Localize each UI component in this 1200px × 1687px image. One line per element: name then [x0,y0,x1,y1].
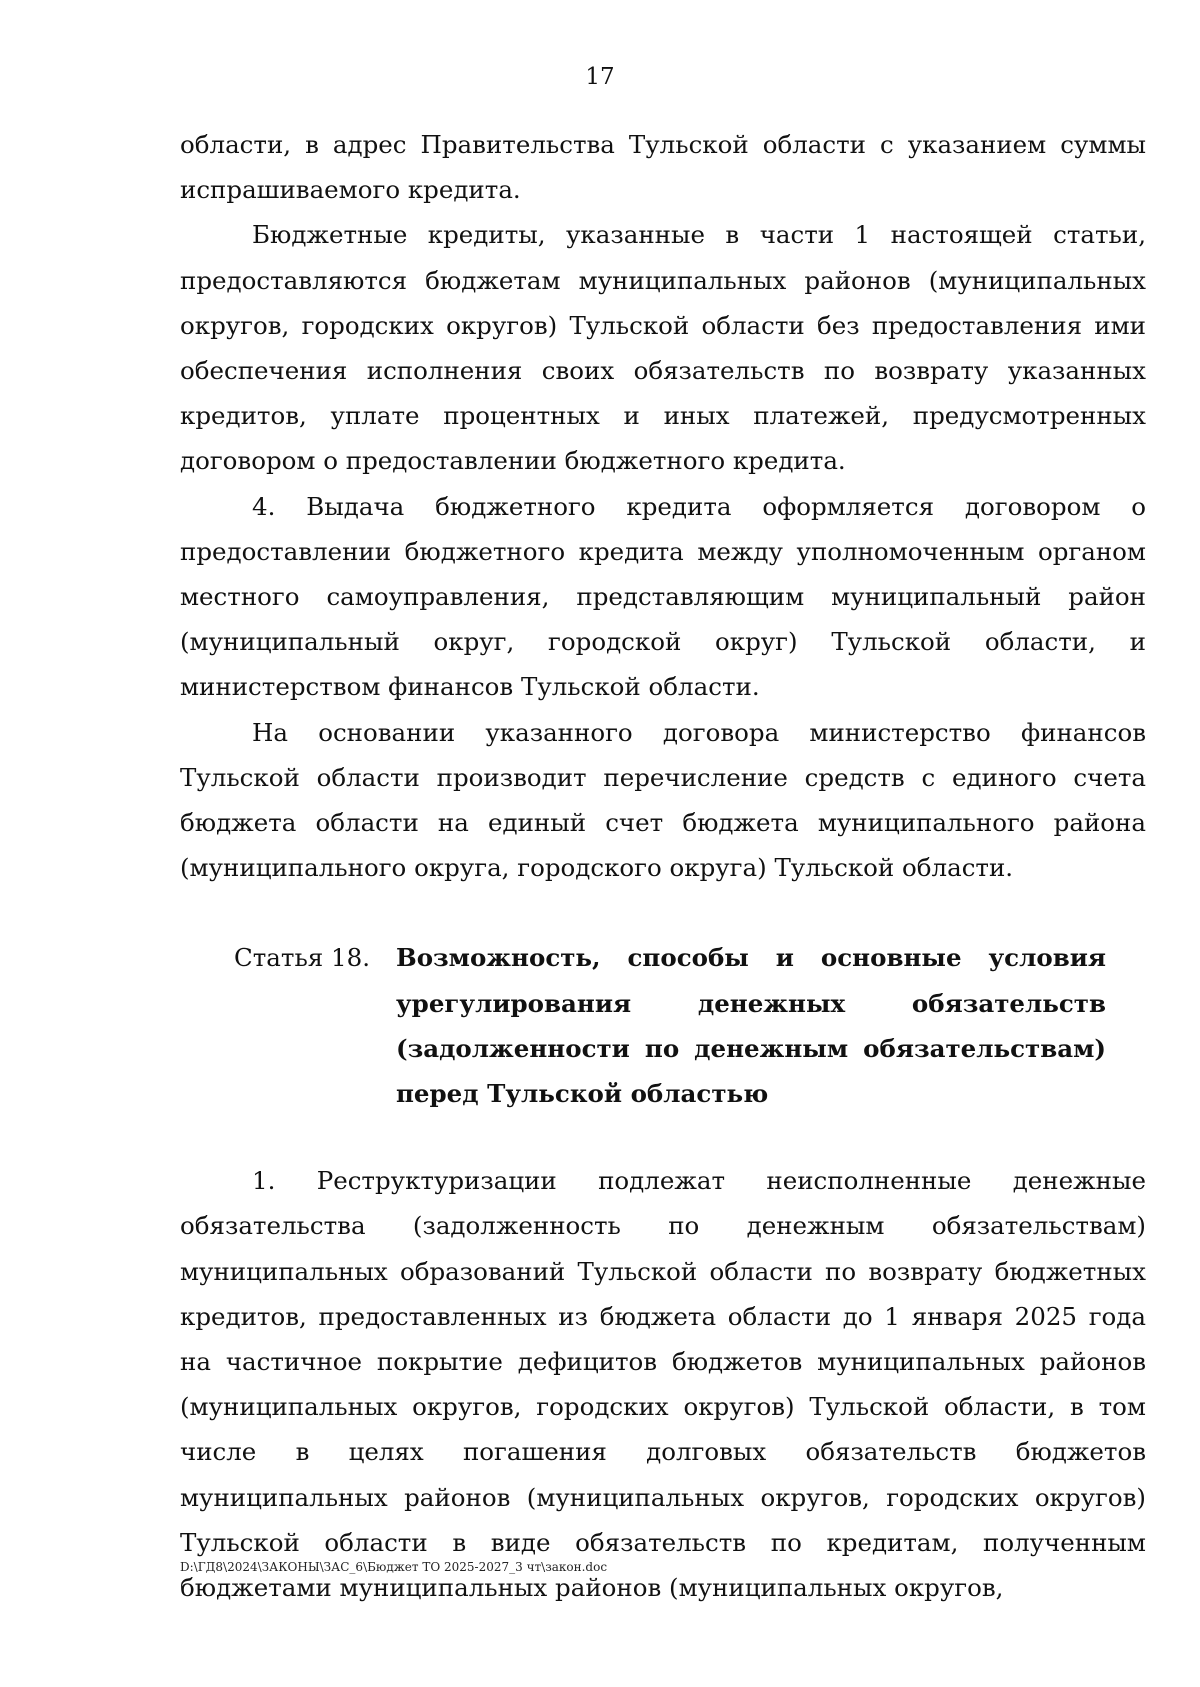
paragraph-budget-credits: Бюджетные кредиты, указанные в части 1 настоящей статьи, предоставляются бюджетам муниципальных районов (муниципальных округов, городских округов) Тульской области без предоставления ими обеспечения исполнения своих обязательств по возврату указанных кредитов, уплате процентных и иных платежей, предусмотренных договором о предоставлении бюджетного кредита. [180,220,1146,476]
article-heading [180,935,1146,1116]
paragraph-restructuring: 1. Реструктуризации подлежат неисполненные денежные обязательства (задолженность по денежным обязательствам) муниципальных образований Тульской области по возврату бюджетных кредитов, предоставленных из бюджета области до 1 января 2025 года на частичное покрытие дефицитов бюджетов муниципальных районов (муниципальных округов, городских округов) Тульской области, в том числе в целях погашения долговых обязательств бюджетов муниципальных районов (муниципальных округов, городских округов) Тульской области в виде обязательств по кредитам, полученным бюджетами муниципальных районов (муниципальных округов, [180,1166,1146,1603]
footer-file-path: D:\ГД8\2024\ЗАКОНЫ\ЗАС_6\Бюджет ТО 2025-2027_3 чт\закон.doc [180,1560,608,1574]
paragraph-transfer: На основании указанного договора министерство финансов Тульской области производит перечисление средств с единого счета бюджета области на единый счет бюджета муниципального района (муниципального округа, городского округа) Тульской области. [180,717,1146,883]
article-title: Возможность, способы и основные условия урегулирования денежных обязательств (задолженности по денежным обязательствам) перед Тульской областью [396,943,1106,1109]
paragraph-item-4: 4. Выдача бюджетного кредита оформляется договором о предоставлении бюджетного кредита между уполномоченным органом местного самоуправления, представляющим муниципальный район (муниципальный округ, городской округ) Тульской области, и министерством финансов Тульской области. [180,491,1146,702]
document-body [180,122,1146,1610]
article-number: Статья 18. [234,943,371,973]
paragraph-continuation: области, в адрес Правительства Тульской области с указанием суммы испрашиваемого кредита. [180,130,1146,205]
page-number: 17 [585,64,615,90]
